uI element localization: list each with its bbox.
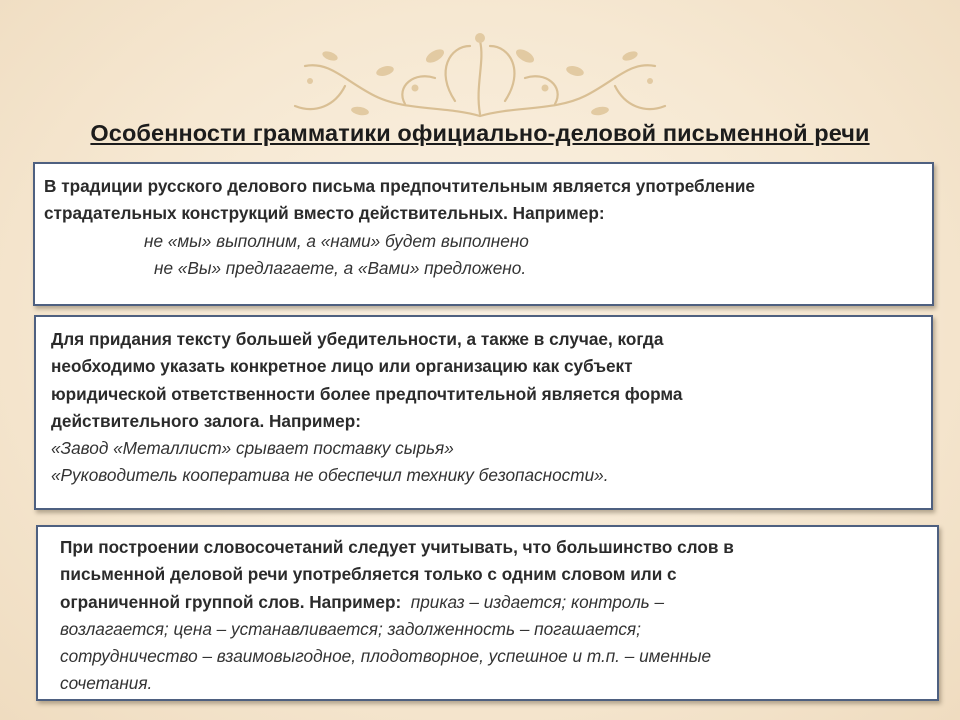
block1-example1: не «мы» выполним, а «нами» будет выполнено (144, 230, 529, 251)
block3-line3-italic: приказ – издается; контроль – (410, 591, 665, 612)
block3-line4: возлагается; цена – устанавливается; задолженность – погашается; (60, 618, 641, 639)
block3-line1: При построении словосочетаний следует учитывать, что большинство слов в (60, 537, 734, 557)
block1-line2: страдательных конструкций вместо действительных. Например: (44, 203, 605, 224)
floral-ornament (285, 26, 675, 126)
block3-line3 (60, 589, 927, 616)
slide-title: Особенности грамматики официально-деловой письменной речи (90, 120, 870, 146)
block2-line2: необходимо указать конкретное лицо или организацию как субъект (51, 356, 633, 377)
block3-line3-bold: ограниченной группой слов. Например: (60, 591, 402, 612)
block2-line3: юридической ответственности более предпочтительной является форма (51, 383, 683, 404)
block1-line1: В традиции русского делового письма предпочтительным является употребление (44, 176, 755, 196)
text-block-collocations (36, 525, 939, 701)
block1-example2: не «Вы» предлагаете, а «Вами» предложено. (154, 257, 527, 278)
text-block-active-voice (34, 315, 933, 510)
block2-example1: «Завод «Металлист» срывает поставку сырья» (51, 438, 454, 459)
block3-line6: сочетания. (60, 673, 153, 694)
block2-line4: действительного залога. Например: (51, 410, 361, 431)
text-block-passive-voice (33, 162, 934, 306)
block2-line1: Для придания тексту большей убедительности, а также в случае, когда (51, 329, 664, 349)
block2-example2: «Руководитель кооператива не обеспечил технику безопасности». (51, 465, 609, 486)
block3-line2: письменной деловой речи употребляется только с одним словом или с (60, 564, 677, 585)
block3-line5: сотрудничество – взаимовыгодное, плодотворное, успешное и т.п. – именные (60, 646, 712, 667)
